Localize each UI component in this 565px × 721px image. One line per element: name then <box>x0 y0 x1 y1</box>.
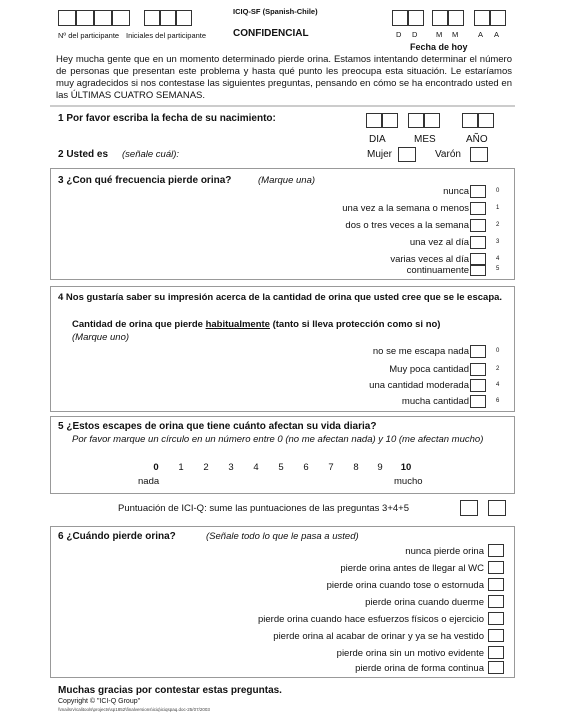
q3-option-checkbox[interactable] <box>470 202 486 215</box>
file-path-text: \\mailsrv\calitools\projects\sp1852\finalversions\iciq\iciqspaq.doc-25/07/2003 <box>58 707 210 712</box>
q4-option-score: 6 <box>496 398 500 404</box>
q4-hint: (Marque uno) <box>72 332 130 343</box>
today-day-2[interactable] <box>408 10 424 26</box>
q1-label: 1 Por favor escriba la fecha de su nacimiento: <box>58 113 276 124</box>
score-digit-2[interactable] <box>488 500 506 516</box>
divider <box>50 105 515 107</box>
q4-subtitle <box>72 319 440 330</box>
copyright-text: Copyright © "ICI-Q Group" <box>58 698 141 705</box>
q4-option-score: 2 <box>496 366 500 372</box>
date-letter: M <box>452 30 459 39</box>
thanks-text: Muchas gracias por contestar estas preguntas. <box>58 685 282 696</box>
q3-option-score: 4 <box>496 256 500 262</box>
scale-number[interactable]: 8 <box>353 462 359 473</box>
form-title: ICIQ-SF (Spanish-Chile) <box>233 7 318 16</box>
q3-option-checkbox[interactable] <box>470 236 486 249</box>
q6-option-label: pierde orina sin un motivo evidente <box>336 648 484 659</box>
male-checkbox[interactable] <box>470 147 488 162</box>
q6-option-checkbox[interactable] <box>488 612 504 625</box>
female-label: Mujer <box>367 149 393 160</box>
today-year-2[interactable] <box>490 10 506 26</box>
q3-option-score: 2 <box>496 222 500 228</box>
male-label: Varón <box>435 149 461 160</box>
scale-number[interactable]: 10 <box>400 462 412 473</box>
initial-2[interactable] <box>160 10 176 26</box>
q6-option-label: pierde orina cuando tose o estornuda <box>326 580 484 591</box>
q4-option-checkbox[interactable] <box>470 395 486 408</box>
q4-option-checkbox[interactable] <box>470 379 486 392</box>
scale-number[interactable]: 6 <box>303 462 309 473</box>
q4-option-label: mucha cantidad <box>401 396 469 407</box>
today-year-1[interactable] <box>474 10 490 26</box>
month-label: MES <box>414 134 436 145</box>
q6-option-checkbox[interactable] <box>488 629 504 642</box>
q4-option-score: 0 <box>496 348 500 354</box>
scale-number[interactable]: 2 <box>203 462 209 473</box>
birth-year-2[interactable] <box>478 113 494 128</box>
year-label: AÑO <box>466 134 488 145</box>
q6-option-checkbox[interactable] <box>488 595 504 608</box>
q2-hint: (señale cuál): <box>122 149 180 160</box>
birth-year-1[interactable] <box>462 113 478 128</box>
today-month-2[interactable] <box>448 10 464 26</box>
q6-option-label: pierde orina de forma continua <box>355 663 484 674</box>
q6-option-label: nunca pierde orina <box>405 546 484 557</box>
q5-hint: Por favor marque un círculo en un número entre 0 (no me afectan nada) y 10 (me afectan mucho) <box>72 434 484 445</box>
q4-option-label: no se me escapa nada <box>372 346 469 357</box>
q6-option-label: pierde orina al acabar de orinar y ya se ha vestido <box>273 631 484 642</box>
day-label: DIA <box>369 134 386 145</box>
q4-option-checkbox[interactable] <box>470 363 486 376</box>
scale-number[interactable]: 5 <box>278 462 284 473</box>
participant-digit-4[interactable] <box>112 10 130 26</box>
q4-option-checkbox[interactable] <box>470 345 486 358</box>
participant-digit-2[interactable] <box>76 10 94 26</box>
q6-option-checkbox[interactable] <box>488 561 504 574</box>
q4-label: 4 Nos gustaría saber su impresión acerca de la cantidad de orina que usted cree que se le escapa. <box>58 292 503 303</box>
date-letter: M <box>436 30 443 39</box>
q3-option-score: 5 <box>496 266 500 272</box>
q3-label: 3 ¿Con qué frecuencia pierde orina? <box>58 175 232 186</box>
q3-option-score: 1 <box>496 205 500 211</box>
confidential-label: CONFIDENCIAL <box>233 28 309 39</box>
date-letter: D <box>396 30 402 39</box>
q6-hint: (Señale todo lo que le pasa a usted) <box>206 531 359 542</box>
date-letter: A <box>494 30 500 39</box>
q3-option-score: 3 <box>496 239 500 245</box>
q6-option-label: pierde orina cuando duerme <box>365 597 484 608</box>
scale-number[interactable]: 3 <box>228 462 234 473</box>
q6-option-checkbox[interactable] <box>488 544 504 557</box>
birth-month-2[interactable] <box>424 113 440 128</box>
birth-month-1[interactable] <box>408 113 424 128</box>
q5-label: 5 ¿Estos escapes de orina que tiene cuánto afectan su vida diaria? <box>58 421 377 432</box>
scale-high-label: mucho <box>394 476 423 487</box>
today-day-1[interactable] <box>392 10 408 26</box>
q3-option-label: una vez al día <box>409 237 469 248</box>
date-letter: A <box>478 30 484 39</box>
scale-number[interactable]: 4 <box>253 462 259 473</box>
scale-number[interactable]: 1 <box>178 462 184 473</box>
initial-1[interactable] <box>144 10 160 26</box>
participant-digit-3[interactable] <box>94 10 112 26</box>
initials-label: Iniciales del participante <box>126 31 207 40</box>
q4-option-label: una cantidad moderada <box>369 380 469 391</box>
female-checkbox[interactable] <box>398 147 416 162</box>
q2-label: 2 Usted es <box>58 149 109 160</box>
q4-option-score: 4 <box>496 382 500 388</box>
q6-option-checkbox[interactable] <box>488 661 504 674</box>
today-month-1[interactable] <box>432 10 448 26</box>
q6-option-checkbox[interactable] <box>488 578 504 591</box>
birth-day-1[interactable] <box>366 113 382 128</box>
q3-option-checkbox[interactable] <box>470 219 486 232</box>
q3-option-score: 0 <box>496 188 500 194</box>
scale-number[interactable]: 7 <box>328 462 334 473</box>
q3-option-checkbox[interactable] <box>470 185 486 198</box>
q3-option-label: nunca <box>443 186 469 197</box>
q4-subtitle-emphasis: habitualmente <box>205 319 270 330</box>
iciq-score-label: Puntuación de ICI-Q: sume las puntuaciones de las preguntas 3+4+5 <box>118 503 409 514</box>
birth-day-2[interactable] <box>382 113 398 128</box>
q3-option-checkbox[interactable] <box>470 264 486 276</box>
scale-low-label: nada <box>138 476 160 487</box>
q4-subtitle-c: (tanto si lleva protección como si no) <box>269 319 441 330</box>
date-letter: D <box>412 30 418 39</box>
q6-option-label: pierde orina cuando hace esfuerzos físicos o ejercicio <box>257 614 484 625</box>
q3-option-label: continuamente <box>406 265 469 276</box>
q4-option-label: Muy poca cantidad <box>389 364 469 375</box>
q3-hint: (Marque una) <box>258 175 316 186</box>
q4-subtitle-a: Cantidad de orina que pierde <box>72 319 206 330</box>
scale-number[interactable]: 9 <box>377 462 383 473</box>
score-digit-1[interactable] <box>460 500 478 516</box>
q3-option-label: dos o tres veces a la semana <box>345 220 469 231</box>
today-date-label: Fecha de hoy <box>410 42 468 52</box>
initial-3[interactable] <box>176 10 192 26</box>
q3-option-label: una vez a la semana o menos <box>342 203 469 214</box>
q6-option-label: pierde orina antes de llegar al WC <box>340 563 484 574</box>
scale-number[interactable]: 0 <box>153 462 159 473</box>
participant-number-label: Nº del participante <box>58 31 120 40</box>
q3-option-label: varias veces al día <box>390 254 469 265</box>
q6-option-checkbox[interactable] <box>488 646 504 659</box>
intro-paragraph: Hey mucha gente que en un momento determinado pierde orina. Estamos intentando determinar el número de personas que presentan este problema y hasta qué punto les preocupa esta situación. Le estaríamos muy agradecidos si nos contestase las siguientes preguntas, pensando en cómo se ha encontrado usted en las ÚLTIMAS CUATRO SEMANAS. <box>56 54 512 101</box>
participant-digit-1[interactable] <box>58 10 76 26</box>
q6-label: 6 ¿Cuándo pierde orina? <box>58 531 176 542</box>
